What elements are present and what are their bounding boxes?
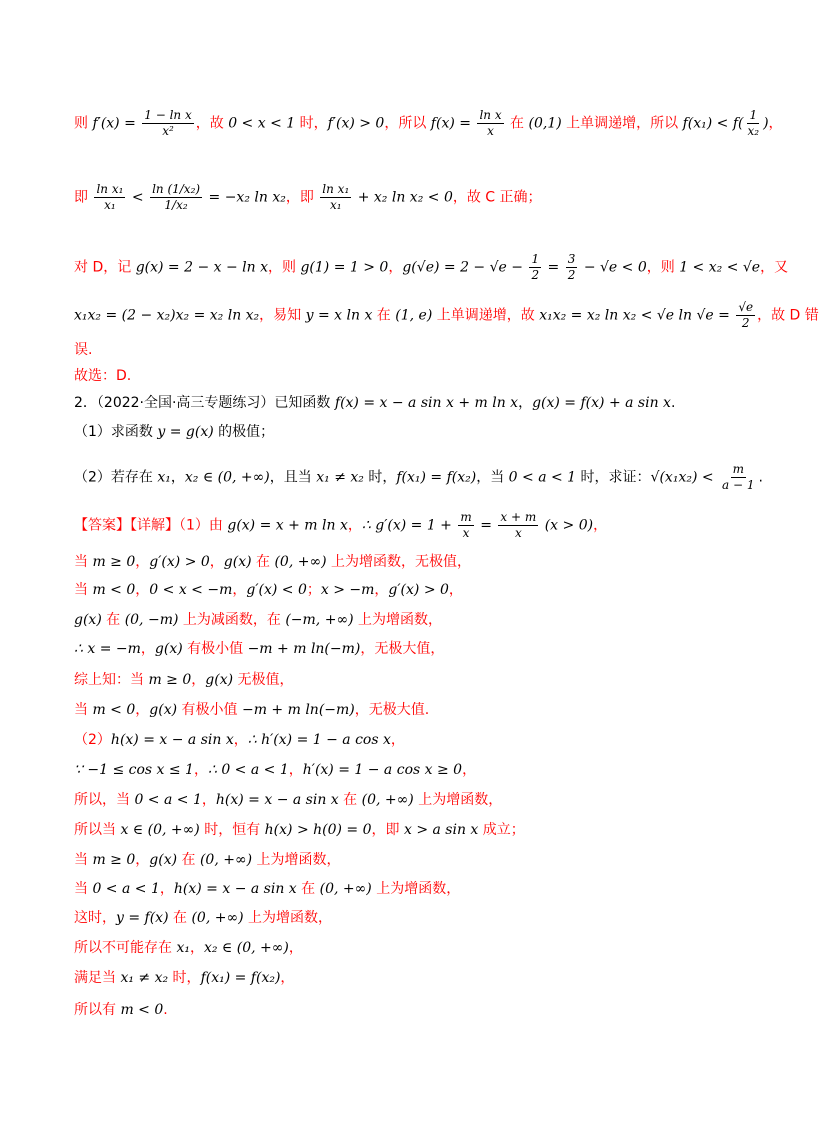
math-expression: g(x) (149, 702, 178, 718)
text-segment: （1）求函数 (74, 424, 158, 440)
math-expression: g(x) (205, 672, 234, 688)
fraction-numerator: ln (1/x₂) (152, 182, 201, 196)
text-segment: （2） (74, 732, 111, 748)
math-expression: (0, +∞) (199, 852, 253, 868)
math-expression: x₂ ∈ (0, +∞) (184, 469, 270, 486)
text-segment: 则 (74, 115, 93, 132)
fraction-numerator: m (460, 510, 472, 524)
text-line (74, 580, 463, 600)
math-expression: f(x₁) < f( (682, 115, 744, 132)
problem-title (74, 393, 675, 413)
math-expression: g(x) (74, 612, 102, 628)
text-segment: ，又 (760, 259, 789, 276)
text-segment: 时，恒有 (199, 822, 265, 838)
text-segment: 在 (251, 554, 275, 570)
text-line (74, 610, 442, 630)
math-expression: m ≥ 0 (148, 672, 192, 688)
math-expression: = (543, 259, 564, 276)
math-expression: x ∈ (0, +∞) (120, 822, 200, 838)
math-expression: f′(x) = (92, 115, 141, 132)
text-segment: ，故 D 错 (757, 307, 819, 324)
math-expression: 0 < a < 1 (134, 792, 202, 808)
math-expression: y = f(x) (116, 910, 169, 926)
math-expression: ∴ x = −m (74, 641, 141, 657)
text-segment: ； (306, 582, 321, 598)
text-segment: 2．（2022·全国·高三专题练习）已知函数 (74, 395, 335, 411)
math-fraction (736, 300, 755, 331)
math-expression: 1 < x₂ < √e (679, 259, 761, 276)
text-line (74, 670, 294, 690)
text-segment: ， (448, 582, 463, 598)
text-line (74, 938, 303, 958)
fraction-denominator: 2 (741, 316, 750, 330)
math-expression: = −x₂ ln x₂ (204, 189, 286, 206)
text-segment: ， (135, 702, 150, 718)
text-line (74, 760, 476, 780)
math-expression: y = g(x) (157, 424, 214, 440)
math-fraction (746, 108, 762, 139)
text-segment: ， (209, 554, 224, 570)
math-fraction (498, 510, 538, 541)
math-expression: x₂ ∈ (0, +∞) (203, 940, 289, 956)
math-expression: g(√e) = 2 − √e − (402, 259, 528, 276)
fraction-numerator: x + m (500, 510, 537, 524)
fraction-denominator: x₁ (329, 198, 342, 212)
math-expression: g′(x) < 0 (246, 582, 307, 598)
math-expression: −m + m ln(−m) (247, 641, 361, 657)
math-expression: f(x) = (430, 115, 476, 132)
fraction-numerator: ln x₁ (322, 182, 350, 196)
text-segment: ，易知 (259, 307, 306, 324)
text-segment: ，则 (646, 259, 680, 276)
text-segment: ， (593, 517, 608, 534)
math-expression: g(x) = f(x) + a sin x (532, 395, 671, 411)
fraction-numerator: ln x₁ (96, 182, 124, 196)
text-segment: . (670, 395, 676, 411)
text-segment: 在 (505, 115, 529, 132)
text-line (74, 879, 460, 899)
text-segment: ， (374, 582, 389, 598)
text-line (74, 300, 819, 331)
math-expression: m < 0 (92, 702, 136, 718)
text-segment: 在 (101, 612, 125, 628)
text-line (74, 552, 471, 572)
text-segment: ， (768, 115, 783, 132)
text-segment: 上为增函数， (413, 792, 503, 808)
math-expression: − √e < 0 (579, 259, 647, 276)
text-segment: 误. (74, 342, 93, 358)
math-expression: m < 0 (120, 1002, 164, 1018)
math-expression: f′(x) > 0 (327, 115, 385, 132)
math-expression: g(x) = x + m ln x (227, 517, 348, 534)
text-segment: ， (288, 762, 303, 778)
text-segment: ，当 (476, 469, 509, 486)
math-expression: h(x) = x − a sin x (110, 732, 234, 748)
text-line (74, 340, 92, 360)
text-segment: 无极值， (233, 672, 294, 688)
fraction-numerator: m (732, 462, 744, 476)
text-line (74, 820, 525, 840)
math-fraction (94, 182, 125, 213)
text-segment: ， (193, 762, 208, 778)
text-line (74, 968, 294, 988)
math-expression: m ≥ 0 (92, 852, 136, 868)
math-expression: f(x₁) = f(x₂) (200, 970, 281, 986)
math-expression: g(x) (154, 641, 183, 657)
math-expression: f(x) = x − a sin x + m ln x (334, 395, 519, 411)
problem-part-1 (74, 422, 274, 442)
math-expression: 0 < x < −m (149, 582, 233, 598)
text-segment: 时， (363, 469, 397, 486)
fraction-numerator: ln x (479, 108, 502, 122)
fraction-numerator: √e (738, 300, 754, 314)
text-segment: ， (170, 469, 185, 486)
math-fraction (150, 182, 202, 213)
text-segment: 上单调递增，故 (432, 307, 540, 324)
text-segment: 上为增函数， (243, 910, 333, 926)
math-expression: x₁x₂ = x₂ ln x₂ < √e ln √e = (539, 307, 735, 324)
math-expression: y = x ln x (305, 307, 373, 324)
text-segment: 上为增函数， (353, 612, 443, 628)
math-expression: = (475, 517, 497, 534)
text-line (74, 639, 444, 659)
text-segment: ，故 C 正确； (452, 189, 542, 206)
text-segment: 综上知：当 (74, 672, 149, 688)
math-expression: ∴ g′(x) = 1 + (361, 517, 457, 534)
math-expression: 0 < a < 1 (92, 881, 160, 897)
math-expression: g(1) = 1 > 0 (300, 259, 389, 276)
text-segment: . (163, 1002, 168, 1018)
text-segment: 上单调递增，所以 (561, 115, 683, 132)
math-expression: g′(x) > 0 (149, 554, 210, 570)
math-expression: g′(x) > 0 (388, 582, 449, 598)
text-line (74, 730, 405, 750)
math-expression: f(x₁) = f(x₂) (396, 469, 477, 486)
text-segment: 当 (74, 881, 93, 897)
text-segment: 即 (74, 189, 93, 206)
math-fraction (142, 108, 193, 139)
fraction-denominator: a − 1 (722, 478, 755, 492)
text-segment: 当 (74, 852, 93, 868)
text-segment: ， (135, 554, 150, 570)
text-line (74, 850, 341, 870)
math-expression: ) (763, 115, 769, 132)
text-segment: ，即 (285, 189, 319, 206)
answer-heading (74, 510, 607, 541)
math-expression: 0 < x < 1 (228, 115, 296, 132)
text-segment: ， (135, 852, 150, 868)
text-line (74, 182, 542, 213)
text-segment: 的极值； (213, 424, 275, 440)
math-expression: (0, +∞) (361, 792, 414, 808)
text-line (74, 1000, 168, 1020)
fraction-denominator: 2 (567, 268, 576, 282)
math-expression: √(x₁x₂) < (650, 469, 719, 486)
math-expression: < (127, 189, 149, 206)
fraction-denominator: x (487, 124, 494, 138)
text-segment: ， (135, 582, 150, 598)
text-segment: ， (518, 395, 533, 411)
text-segment: 对 D，记 (74, 259, 136, 276)
fraction-denominator: x² (162, 124, 174, 138)
text-segment: ，无极大值. (354, 702, 430, 718)
text-line (74, 366, 131, 386)
text-line (74, 908, 332, 928)
text-segment: ，且当 (269, 469, 317, 486)
math-expression: x₁ ≠ x₂ (120, 970, 169, 986)
text-segment: 当 (74, 702, 93, 718)
math-fraction (529, 252, 541, 283)
text-segment: 在 (168, 910, 192, 926)
text-line (74, 790, 502, 810)
math-expression: x > −m (320, 582, 375, 598)
fraction-denominator: 2 (531, 268, 540, 282)
fraction-denominator: x (462, 526, 470, 540)
math-expression: −m + m ln(−m) (241, 702, 355, 718)
text-segment: （2）若存在 (74, 469, 158, 486)
text-segment: 上为增函数， (252, 852, 341, 868)
text-segment: 有极小值 (177, 702, 242, 718)
text-segment: 在 (296, 881, 320, 897)
math-expression: (0, +∞) (319, 881, 372, 897)
text-segment: 时， (295, 115, 328, 132)
math-expression: (−m, +∞) (285, 612, 354, 628)
math-fraction (720, 462, 756, 493)
text-segment: 上为增函数， (371, 881, 461, 897)
problem-part-2 (74, 462, 763, 493)
text-segment: 在 (338, 792, 362, 808)
math-expression: 0 < a < 1 (508, 469, 577, 486)
text-segment: ， (159, 881, 174, 897)
fraction-denominator: 1/x₂ (164, 198, 188, 212)
fraction-denominator: x₁ (104, 198, 116, 212)
text-segment: ，无极大值， (360, 641, 445, 657)
text-segment: 当 (74, 554, 93, 570)
math-expression: x₁x₂ = (2 − x₂)x₂ = x₂ ln x₂ (74, 307, 260, 324)
text-segment: ， (191, 672, 206, 688)
fraction-denominator: x₂ (747, 124, 760, 138)
text-segment: ， (280, 970, 295, 986)
text-segment: 上为减函数，在 (178, 612, 286, 628)
text-segment: ， (390, 732, 405, 748)
text-segment: 满足当 (74, 970, 121, 986)
text-segment: 所以有 (74, 1002, 121, 1018)
text-segment: 在 (372, 307, 396, 324)
math-expression: h(x) > h(0) = 0 (264, 822, 372, 838)
math-expression: (0, −m) (124, 612, 179, 628)
math-fraction (566, 252, 578, 283)
math-expression: h′(x) = 1 − a cos x ≥ 0 (302, 762, 463, 778)
fraction-numerator: 3 (567, 252, 576, 266)
text-line (74, 252, 788, 283)
math-expression: + x₂ ln x₂ < 0 (353, 189, 453, 206)
text-segment: 这时， (74, 910, 116, 926)
math-expression: m ≥ 0 (92, 554, 136, 570)
fraction-numerator: 1 (531, 252, 540, 266)
math-fraction (477, 108, 503, 139)
math-fraction (458, 510, 473, 541)
text-segment: ， (288, 940, 303, 956)
text-segment: 所以，当 (74, 792, 135, 808)
math-expression: x₁ ≠ x₂ (316, 469, 364, 486)
math-expression: m < 0 (92, 582, 136, 598)
text-segment: 上为增函数，无极值， (326, 554, 472, 570)
math-expression: (0, +∞) (191, 910, 244, 926)
math-fraction (320, 182, 351, 213)
text-segment: 在 (177, 852, 200, 868)
fraction-denominator: x (514, 526, 522, 540)
math-expression: ∴ h′(x) = 1 − a cos x (247, 732, 391, 748)
text-segment: ， (189, 940, 204, 956)
math-expression: ∵ −1 ≤ cos x ≤ 1 (74, 762, 194, 778)
fraction-numerator: 1 − ln x (144, 108, 192, 122)
fraction-numerator: 1 (749, 108, 758, 122)
text-segment: ，故 (195, 115, 229, 132)
text-segment: 时， (168, 970, 201, 986)
math-expression: (0,1) (528, 115, 562, 132)
math-expression: x₁ (157, 469, 171, 486)
text-segment: ，所以 (384, 115, 431, 132)
text-segment: ， (233, 732, 248, 748)
text-segment: ， (201, 792, 216, 808)
math-expression: x₁ (176, 940, 190, 956)
text-segment: ，即 (371, 822, 404, 838)
math-expression: g(x) (223, 554, 252, 570)
text-segment: ，则 (268, 259, 301, 276)
text-segment: ， (388, 259, 403, 276)
math-expression: (0, +∞) (274, 554, 327, 570)
text-segment: 故选：D. (74, 368, 132, 384)
text-line (74, 700, 429, 720)
math-expression: (x > 0) (540, 517, 594, 534)
text-segment: 有极小值 (182, 641, 248, 657)
text-segment: ， (462, 762, 477, 778)
text-segment: 所以当 (74, 822, 121, 838)
text-segment: 【答案】【详解】（1）由 (74, 517, 228, 534)
math-expression: h(x) = x − a sin x (215, 792, 339, 808)
math-expression: g(x) = 2 − x − ln x (135, 259, 269, 276)
text-segment: 成立； (478, 822, 525, 838)
text-segment: ， (140, 641, 155, 657)
text-segment: 时，求证： (576, 469, 651, 486)
text-line (74, 108, 783, 139)
math-expression: (1, e) (395, 307, 433, 324)
text-segment: 所以不可能存在 (74, 940, 177, 956)
math-expression: g(x) (149, 852, 178, 868)
text-segment: 当 (74, 582, 93, 598)
math-expression: x > a sin x (403, 822, 479, 838)
text-segment: ， (347, 517, 362, 534)
text-segment: . (758, 469, 763, 486)
math-expression: ∴ 0 < a < 1 (207, 762, 289, 778)
math-expression: h(x) = x − a sin x (173, 881, 297, 897)
text-segment: ， (232, 582, 247, 598)
